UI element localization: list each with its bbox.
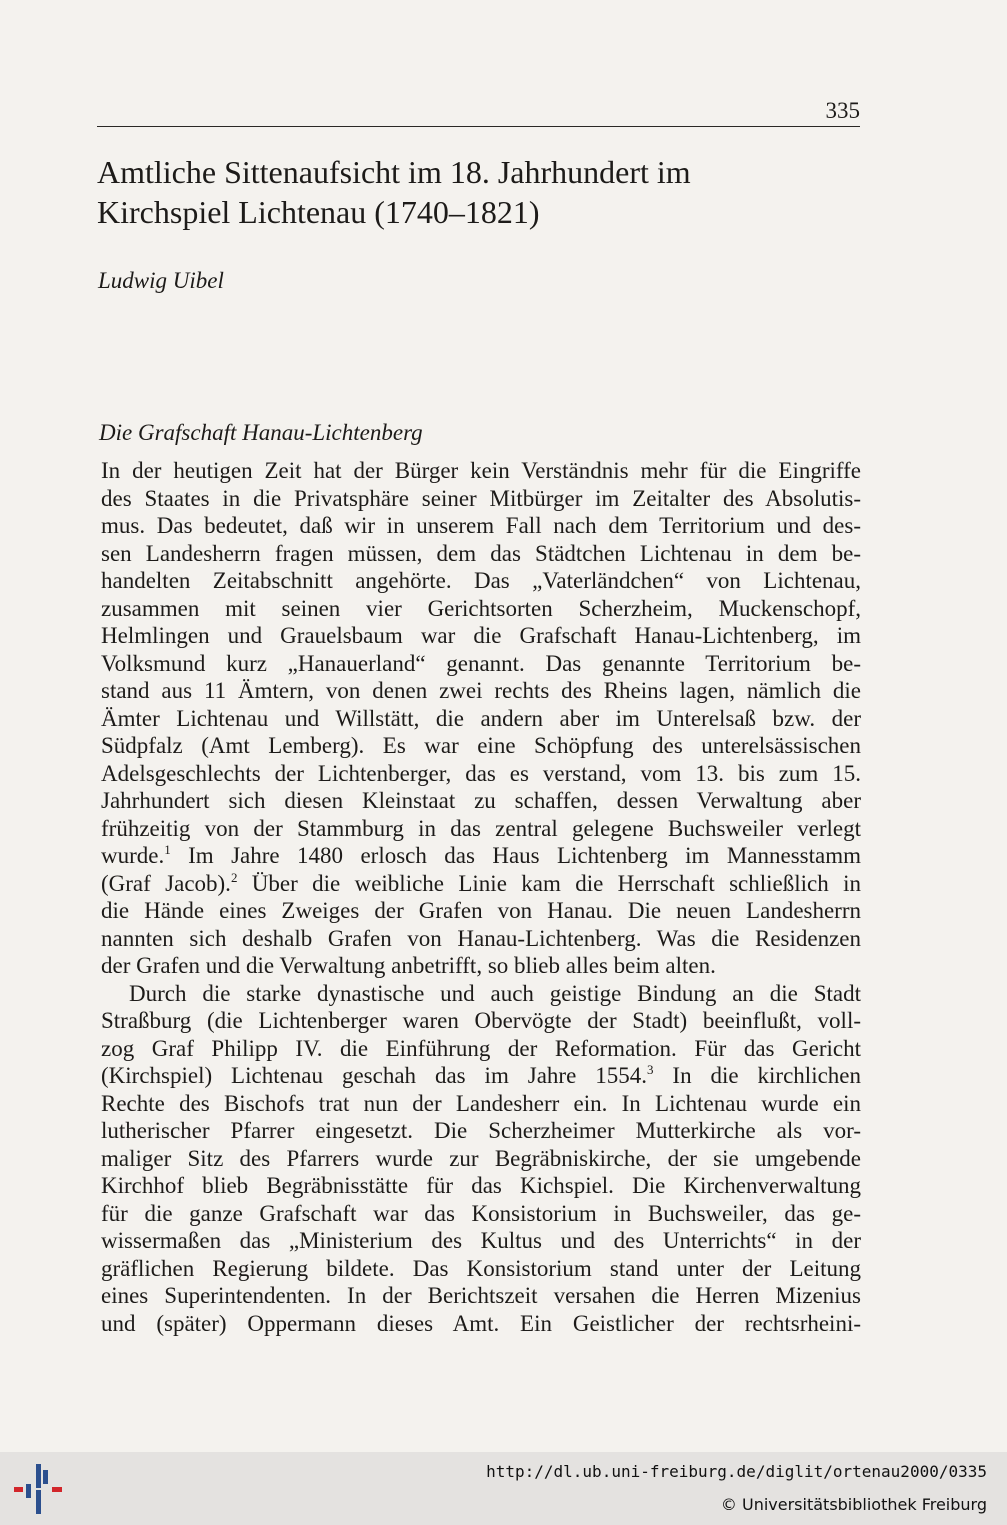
article-title-line-1: Amtliche Sittenaufsicht im 18. Jahrhundert im [97, 154, 691, 190]
text-line: die Hände eines Zweiges der Grafen von Hanau. Die neuen Landesherrn [101, 898, 861, 923]
text-line: für die ganze Grafschaft war das Konsistorium in Buchsweiler, das ge- [101, 1200, 861, 1226]
article-title-line-2: Kirchspiel Lichtenau (1740–1821) [97, 194, 540, 230]
text-line: Jahrhundert sich diesen Kleinstaat zu schaffen, dessen Verwaltung aber [101, 788, 861, 813]
text-fragment: (Kirchspiel) Lichtenau geschah das im Jahre 1554. [101, 1063, 647, 1088]
footnote-ref[interactable]: 3 [646, 1062, 654, 1077]
text-line: Helmlingen und Grauelsbaum war die Grafschaft Hanau-Lichtenberg, im [101, 623, 861, 648]
header-rule [97, 126, 860, 127]
text-line: gräflichen Regierung bildete. Das Konsistorium stand unter der Leitung [101, 1255, 861, 1281]
footnote-ref[interactable]: 1 [164, 842, 171, 857]
text-line: lutherischer Pfarrer eingesetzt. Die Scherzheimer Mutterkirche als vor- [101, 1118, 861, 1143]
text-fragment: Im Jahre 1480 erlosch das Haus Lichtenberg im Mannesstamm [170, 843, 861, 868]
text-line: des Staates in die Privatsphäre seiner Mitbürger im Zeitalter des Absolutis- [101, 485, 861, 511]
text-line: mus. Das bedeutet, daß wir in unserem Fall nach dem Territorium und des- [101, 513, 861, 538]
text-line [101, 1062, 861, 1090]
footnote-ref[interactable]: 2 [230, 869, 238, 885]
viewer-footer [0, 1452, 1007, 1525]
text-line: Ämter Lichtenau und Willstätt, die andern aber im Unterelsaß bzw. der [101, 705, 861, 731]
text-line: sen Landesherrn fragen müssen, dem das Städtchen Lichtenau in dem be- [101, 540, 861, 566]
text-line [101, 842, 861, 870]
text-fragment: In die kirchlichen [653, 1063, 861, 1088]
text-line: wissermaßen das „Ministerium des Kultus und des Unterrichts“ in der [101, 1228, 861, 1253]
section-heading: Die Grafschaft Hanau-Lichtenberg [99, 420, 423, 445]
text-line [101, 870, 861, 898]
text-line: zog Graf Philipp IV. die Einführung der Reformation. Für das Gericht [101, 1035, 861, 1061]
text-line: Adelsgeschlechts der Lichtenberger, das es verstand, vom 13. bis zum 15. [101, 760, 861, 786]
text-line: Südpfalz (Amt Lemberg). Es war eine Schöpfung des unterelsässischen [101, 733, 861, 758]
page-number: 335 [825, 98, 860, 123]
text-line: In der heutigen Zeit hat der Bürger kein Verständnis mehr für die Eingriffe [101, 458, 861, 483]
text-line: Volksmund kurz „Hanauerland“ genannt. Das genannte Territorium be- [101, 650, 861, 676]
article-title [97, 152, 837, 232]
text-line: Kirchhof blieb Begräbnisstätte für das Kichspiel. Die Kirchenverwaltung [101, 1173, 861, 1198]
text-line: der Grafen und die Verwaltung anbetrifft, so blieb alles beim alten. [101, 953, 716, 978]
text-line: stand aus 11 Ämtern, von denen zwei rechts des Rheins lagen, nämlich die [101, 678, 861, 703]
ub-freiburg-logo-icon [10, 1464, 66, 1514]
text-line: handelten Zeitabschnitt angehörte. Das „Vaterländchen“ von Lichtenau, [101, 568, 861, 593]
text-line: nannten sich deshalb Grafen von Hanau-Lichtenberg. Was die Residenzen [101, 925, 861, 951]
text-line: zusammen mit seinen vier Gerichtsorten Scherzheim, Muckenschopf, [101, 595, 861, 621]
permalink-url[interactable]: http://dl.ub.uni-freiburg.de/diglit/ortenau2000/0335 [486, 1462, 987, 1481]
text-line: frühzeitig von der Stammburg in das zentral gelegene Buchsweiler verlegt [101, 815, 861, 841]
text-fragment: wurde. [101, 843, 165, 868]
text-fragment: (Graf Jacob). [101, 870, 231, 896]
author-name: Ludwig Uibel [98, 268, 224, 293]
text-line: Rechte des Bischofs trat nun der Landesherr ein. In Lichtenau wurde ein [101, 1090, 861, 1116]
text-line: maliger Sitz des Pfarrers wurde zur Begräbniskirche, der sie umgebende [101, 1145, 861, 1171]
copyright-notice: © Universitätsbibliothek Freiburg [720, 1495, 987, 1514]
text-line: Durch die starke dynastische und auch geistige Bindung an die Stadt [129, 980, 861, 1006]
text-line: eines Superintendenten. In der Berichtszeit versahen die Herren Mizenius [101, 1283, 861, 1308]
text-line: und (später) Oppermann dieses Amt. Ein Geistlicher der rechtsrheini- [101, 1310, 861, 1336]
body-text [101, 457, 861, 1337]
text-line: Straßburg (die Lichtenberger waren Obervögte der Stadt) beeinflußt, voll- [101, 1008, 861, 1033]
text-fragment: Über die weibliche Linie kam die Herrschaft schließlich in [237, 870, 861, 896]
